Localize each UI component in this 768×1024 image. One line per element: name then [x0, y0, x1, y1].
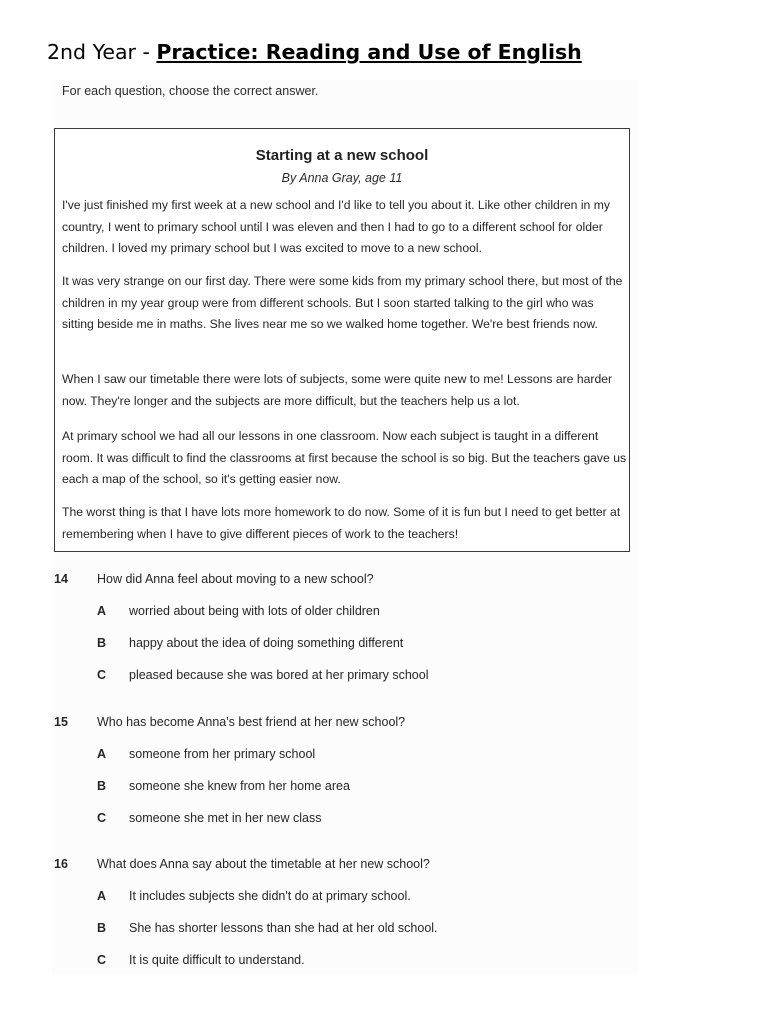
article-paragraph: It was very strange on our first day. There were some kids from my primary school there, but most of the children in my year group were from different schools. But I soon started talking to the girl who was sitting beside me in maths. She lives near me so we walked home together. We're best friends now.: [62, 274, 623, 331]
article-byline: By Anna Gray, age 11: [281, 171, 403, 185]
option-letter: A: [97, 889, 107, 903]
article-paragraph: The worst thing is that I have lots more homework to do now. Some of it is fun but I need to get better at remembering when I have to give different pieces of work to the teachers!: [62, 505, 621, 541]
question-number: 15: [54, 715, 68, 729]
option-letter: B: [97, 779, 107, 793]
option-letter: B: [97, 921, 107, 935]
option-text: someone she met in her new class: [129, 811, 322, 825]
article-title: Starting at a new school: [255, 147, 429, 164]
title-main: Practice: Reading and Use of English: [156, 40, 582, 64]
option-letter: C: [97, 811, 107, 825]
question-number: 16: [54, 857, 68, 871]
option-text: happy about the idea of doing something different: [129, 636, 404, 650]
option-text: worried about being with lots of older children: [129, 604, 380, 618]
option-text: someone from her primary school: [129, 747, 316, 761]
question-text: What does Anna say about the timetable at her new school?: [97, 857, 430, 871]
option-letter: A: [97, 747, 107, 761]
question-text: Who has become Anna's best friend at her new school?: [97, 715, 406, 729]
option-text: someone she knew from her home area: [129, 779, 350, 793]
option-letter: C: [97, 668, 107, 682]
article-paragraph: At primary school we had all our lessons in one classroom. Now each subject is taught in a different room. It was difficult to find the classrooms at first because the school is so big. But the teachers gave us each a map of the school, so it's getting easier now.: [62, 429, 627, 486]
instructions-text: For each question, choose the correct answer.: [62, 84, 319, 98]
option-text: pleased because she was bored at her primary school: [129, 668, 429, 682]
question-text: How did Anna feel about moving to a new school?: [97, 572, 374, 586]
option-letter: A: [97, 604, 107, 618]
option-letter: C: [97, 953, 107, 967]
article-paragraph: I've just finished my first week at a new school and I'd like to tell you about it. Like other children in my country, I went to primary school until I was eleven and then I had to go to a different school for older children. I loved my primary school but I was excited to move to a new school.: [62, 198, 610, 255]
option-text: It is quite difficult to understand.: [129, 953, 305, 967]
question-number: 14: [54, 572, 68, 586]
option-text: She has shorter lessons than she had at her old school.: [129, 921, 438, 935]
article-box: [54, 128, 630, 552]
article-paragraph: When I saw our timetable there were lots of subjects, some were quite new to me! Lessons are harder now. They're longer and the subjects are more difficult, but the teachers help us a lot.: [62, 372, 613, 408]
option-letter: B: [97, 636, 107, 650]
document-title: [47, 40, 582, 64]
option-text: It includes subjects she didn't do at primary school.: [129, 889, 411, 903]
title-prefix: 2nd Year -: [47, 40, 157, 64]
